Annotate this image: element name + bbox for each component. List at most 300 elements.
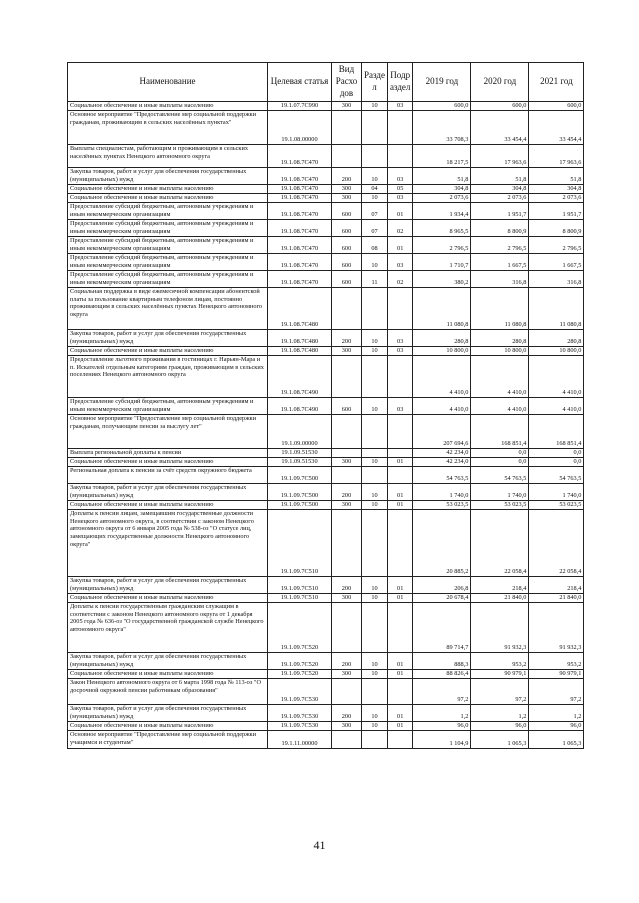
row-target-article: 19.1.09.00000 <box>268 415 332 449</box>
row-amount-2019: 600,0 <box>413 102 471 111</box>
row-subsection <box>387 288 412 330</box>
row-name: Социальная поддержка в виде ежемесячной компенсации абонентской платы за пользование квартирным телефоном лицам, постоянно проживающим в сельских населённых пунктах Ненецкого автономного округа <box>68 288 268 330</box>
row-name: Предоставление субсидий бюджетным, автономным учреждениям и иным некоммерческим организациям <box>68 203 268 220</box>
row-subsection <box>387 603 412 653</box>
row-name: Основное мероприятие "Предоставление мер социальной поддержки гражданам, получающим пенсии за выслугу лет" <box>68 415 268 449</box>
row-subsection: 01 <box>387 237 412 254</box>
table-row <box>68 603 584 653</box>
row-subsection: 03 <box>387 347 412 356</box>
table-row <box>68 670 584 679</box>
row-expense-type: 300 <box>332 594 362 603</box>
row-subsection <box>387 679 412 705</box>
row-target-article: 19.1.07.7С990 <box>268 102 332 111</box>
table-row <box>68 449 584 458</box>
row-section: 11 <box>362 271 388 288</box>
table-row <box>68 168 584 185</box>
row-target-article: 19.1.08.7С480 <box>268 330 332 347</box>
row-expense-type: 600 <box>332 398 362 415</box>
row-expense-type <box>332 510 362 577</box>
table-row <box>68 705 584 722</box>
row-target-article: 19.1.09.7С530 <box>268 705 332 722</box>
row-section <box>362 415 388 449</box>
row-subsection: 01 <box>387 577 412 594</box>
row-expense-type: 600 <box>332 254 362 271</box>
header-year-2019: 2019 год <box>413 63 471 102</box>
row-section <box>362 288 388 330</box>
row-amount-2021: 0,0 <box>529 458 584 467</box>
row-amount-2019: 4 410,0 <box>413 356 471 398</box>
row-amount-2019: 8 965,5 <box>413 220 471 237</box>
row-amount-2019: 380,2 <box>413 271 471 288</box>
row-amount-2021: 4 410,0 <box>529 398 584 415</box>
table-header-row <box>68 63 584 102</box>
row-expense-type: 300 <box>332 458 362 467</box>
row-subsection <box>387 449 412 458</box>
header-subsection: Подр аздел <box>387 63 412 102</box>
row-target-article: 19.1.08.7С470 <box>268 168 332 185</box>
row-subsection: 03 <box>387 398 412 415</box>
row-expense-type: 600 <box>332 237 362 254</box>
row-amount-2021: 1,2 <box>529 705 584 722</box>
row-amount-2021: 4 410,0 <box>529 356 584 398</box>
row-amount-2021: 51,8 <box>529 168 584 185</box>
row-target-article: 19.1.08.7С490 <box>268 356 332 398</box>
row-expense-type <box>332 288 362 330</box>
row-amount-2020: 97,2 <box>471 679 529 705</box>
row-expense-type <box>332 145 362 168</box>
row-target-article: 19.1.09.7С520 <box>268 653 332 670</box>
row-expense-type <box>332 111 362 145</box>
row-subsection: 03 <box>387 194 412 203</box>
table-row <box>68 254 584 271</box>
row-target-article: 19.1.09.7С510 <box>268 594 332 603</box>
row-amount-2019: 1 104,9 <box>413 731 471 749</box>
row-section: 10 <box>362 653 388 670</box>
row-amount-2021: 53 023,5 <box>529 501 584 510</box>
row-name: Региональная доплата к пенсии за счёт средств окружного бюджета <box>68 467 268 484</box>
header-year-2020: 2020 год <box>471 63 529 102</box>
row-expense-type: 600 <box>332 271 362 288</box>
row-amount-2021: 10 800,0 <box>529 347 584 356</box>
row-section: 10 <box>362 484 388 501</box>
row-section: 10 <box>362 194 388 203</box>
row-expense-type: 200 <box>332 330 362 347</box>
row-section: 10 <box>362 102 388 111</box>
row-amount-2021: 2 073,6 <box>529 194 584 203</box>
row-amount-2019: 1 710,7 <box>413 254 471 271</box>
row-name: Закупка товаров, работ и услуг для обеспечения государственных (муниципальных) нужд <box>68 705 268 722</box>
row-amount-2021: 304,8 <box>529 185 584 194</box>
row-name: Предоставление субсидий бюджетным, автономным учреждениям и иным некоммерческим организациям <box>68 271 268 288</box>
row-target-article: 19.1.08.7С480 <box>268 347 332 356</box>
row-subsection <box>387 145 412 168</box>
row-amount-2020: 0,0 <box>471 458 529 467</box>
row-name: Предоставление субсидий бюджетным, автономным учреждениям и иным некоммерческим организациям <box>68 237 268 254</box>
row-subsection <box>387 111 412 145</box>
row-name: Социальное обеспечение и иные выплаты населению <box>68 347 268 356</box>
row-amount-2019: 4 410,0 <box>413 398 471 415</box>
table-row <box>68 398 584 415</box>
row-expense-type: 300 <box>332 102 362 111</box>
row-target-article: 19.1.09.7С530 <box>268 722 332 731</box>
row-expense-type: 300 <box>332 722 362 731</box>
row-section: 10 <box>362 398 388 415</box>
row-name: Социальное обеспечение и иные выплаты населению <box>68 194 268 203</box>
row-expense-type <box>332 731 362 749</box>
row-amount-2021: 316,8 <box>529 271 584 288</box>
row-amount-2019: 888,3 <box>413 653 471 670</box>
row-subsection: 01 <box>387 501 412 510</box>
row-amount-2021: 90 979,1 <box>529 670 584 679</box>
row-amount-2019: 2 073,6 <box>413 194 471 203</box>
row-subsection: 03 <box>387 102 412 111</box>
row-target-article: 19.1.11.00000 <box>268 731 332 749</box>
row-amount-2019: 20 678,4 <box>413 594 471 603</box>
row-name: Выплаты специалистам, работающим и проживающим в сельских населённых пунктах Ненецкого автономного округа <box>68 145 268 168</box>
row-amount-2020: 90 979,1 <box>471 670 529 679</box>
row-expense-type: 200 <box>332 168 362 185</box>
row-subsection: 01 <box>387 653 412 670</box>
row-subsection: 01 <box>387 722 412 731</box>
row-amount-2021: 8 800,9 <box>529 220 584 237</box>
row-section <box>362 467 388 484</box>
row-name: Основное мероприятие "Предоставление мер социальной поддержки учащимся и студентам" <box>68 731 268 749</box>
page-number: 41 <box>313 838 326 852</box>
row-expense-type: 200 <box>332 577 362 594</box>
row-expense-type: 200 <box>332 653 362 670</box>
row-section: 10 <box>362 168 388 185</box>
row-amount-2021: 1 065,3 <box>529 731 584 749</box>
row-expense-type: 600 <box>332 220 362 237</box>
row-amount-2020: 600,0 <box>471 102 529 111</box>
row-subsection <box>387 356 412 398</box>
row-name: Закупка товаров, работ и услуг для обеспечения государственных (муниципальных) нужд <box>68 168 268 185</box>
table-row <box>68 510 584 577</box>
row-target-article: 19.1.08.7С470 <box>268 237 332 254</box>
table-row <box>68 194 584 203</box>
table-row <box>68 594 584 603</box>
row-name: Закупка товаров, работ и услуг для обеспечения государственных (муниципальных) нужд <box>68 653 268 670</box>
row-amount-2021: 54 763,5 <box>529 467 584 484</box>
row-amount-2021: 17 963,6 <box>529 145 584 168</box>
table-row <box>68 185 584 194</box>
row-name: Закон Ненецкого автономного округа от 6 марта 1998 года № 113-оз "О досрочной окружной пенсии работникам образования" <box>68 679 268 705</box>
row-section: 10 <box>362 254 388 271</box>
row-amount-2020: 168 851,4 <box>471 415 529 449</box>
row-subsection: 03 <box>387 168 412 185</box>
row-expense-type: 300 <box>332 501 362 510</box>
row-amount-2020: 53 023,5 <box>471 501 529 510</box>
row-name: Социальное обеспечение и иные выплаты населению <box>68 458 268 467</box>
row-amount-2020: 17 963,6 <box>471 145 529 168</box>
row-amount-2021: 91 932,3 <box>529 603 584 653</box>
row-amount-2020: 96,0 <box>471 722 529 731</box>
row-name: Закупка товаров, работ и услуг для обеспечения государственных (муниципальных) нужд <box>68 484 268 501</box>
budget-table <box>67 62 584 749</box>
row-subsection <box>387 731 412 749</box>
row-amount-2019: 54 763,5 <box>413 467 471 484</box>
row-section: 08 <box>362 237 388 254</box>
row-amount-2019: 304,8 <box>413 185 471 194</box>
row-target-article: 19.1.09.51530 <box>268 458 332 467</box>
row-expense-type <box>332 449 362 458</box>
row-amount-2019: 18 217,5 <box>413 145 471 168</box>
row-amount-2020: 2 796,5 <box>471 237 529 254</box>
row-amount-2020: 1 740,0 <box>471 484 529 501</box>
row-section <box>362 510 388 577</box>
row-amount-2020: 10 800,0 <box>471 347 529 356</box>
row-section: 10 <box>362 670 388 679</box>
table-row <box>68 501 584 510</box>
row-amount-2020: 51,8 <box>471 168 529 185</box>
row-amount-2019: 96,0 <box>413 722 471 731</box>
row-amount-2019: 1 740,0 <box>413 484 471 501</box>
row-section <box>362 356 388 398</box>
row-target-article: 19.1.09.7С510 <box>268 510 332 577</box>
row-amount-2020: 11 080,8 <box>471 288 529 330</box>
row-name: Предоставление субсидий бюджетным, автономным учреждениям и иным некоммерческим организациям <box>68 398 268 415</box>
row-amount-2019: 42 234,0 <box>413 458 471 467</box>
table-row <box>68 356 584 398</box>
table-row <box>68 679 584 705</box>
row-section: 10 <box>362 594 388 603</box>
row-amount-2020: 4 410,0 <box>471 398 529 415</box>
row-expense-type <box>332 356 362 398</box>
row-name: Социальное обеспечение и иные выплаты населению <box>68 501 268 510</box>
row-target-article: 19.1.08.7С470 <box>268 194 332 203</box>
row-amount-2019: 88 826,4 <box>413 670 471 679</box>
row-amount-2020: 91 932,3 <box>471 603 529 653</box>
row-section: 10 <box>362 347 388 356</box>
row-expense-type: 200 <box>332 484 362 501</box>
row-amount-2021: 22 058,4 <box>529 510 584 577</box>
row-amount-2019: 97,2 <box>413 679 471 705</box>
table-row <box>68 288 584 330</box>
row-amount-2020: 1 667,5 <box>471 254 529 271</box>
row-target-article: 19.1.09.51530 <box>268 449 332 458</box>
row-amount-2019: 1,2 <box>413 705 471 722</box>
row-name: Социальное обеспечение и иные выплаты населению <box>68 670 268 679</box>
row-target-article: 19.1.09.7С520 <box>268 603 332 653</box>
row-amount-2020: 21 840,0 <box>471 594 529 603</box>
row-expense-type: 600 <box>332 203 362 220</box>
row-section: 10 <box>362 705 388 722</box>
table-row <box>68 102 584 111</box>
row-subsection: 01 <box>387 203 412 220</box>
row-amount-2021: 1 951,7 <box>529 203 584 220</box>
row-amount-2020: 54 763,5 <box>471 467 529 484</box>
row-subsection: 05 <box>387 185 412 194</box>
row-amount-2019: 280,8 <box>413 330 471 347</box>
row-amount-2020: 953,2 <box>471 653 529 670</box>
row-name: Основное мероприятие "Предоставление мер социальной поддержки гражданам, проживающим в сельских населённых пунктах" <box>68 111 268 145</box>
row-amount-2020: 1,2 <box>471 705 529 722</box>
row-amount-2020: 0,0 <box>471 449 529 458</box>
row-amount-2021: 1 667,5 <box>529 254 584 271</box>
row-amount-2020: 8 800,9 <box>471 220 529 237</box>
row-name: Социальное обеспечение и иные выплаты населению <box>68 185 268 194</box>
row-expense-type: 300 <box>332 185 362 194</box>
row-amount-2020: 33 454,4 <box>471 111 529 145</box>
row-expense-type <box>332 415 362 449</box>
row-section <box>362 679 388 705</box>
row-target-article: 19.1.08.7С480 <box>268 288 332 330</box>
table-row <box>68 111 584 145</box>
row-expense-type <box>332 467 362 484</box>
table-row <box>68 330 584 347</box>
row-section <box>362 731 388 749</box>
header-target-article: Целевая статья <box>268 63 332 102</box>
row-amount-2019: 51,8 <box>413 168 471 185</box>
header-year-2021: 2021 год <box>529 63 584 102</box>
row-target-article: 19.1.08.7С470 <box>268 271 332 288</box>
row-name: Социальное обеспечение и иные выплаты населению <box>68 594 268 603</box>
budget-table-page <box>67 62 584 749</box>
row-name: Предоставление льготного проживания в гостиницах г. Нарьян-Мара и п. Искателей отдельным категориям граждан, проживающим в сельских поселениях Ненецкого автономного округа <box>68 356 268 398</box>
row-section <box>362 603 388 653</box>
row-amount-2021: 953,2 <box>529 653 584 670</box>
row-subsection: 02 <box>387 271 412 288</box>
row-expense-type: 300 <box>332 194 362 203</box>
row-amount-2020: 22 058,4 <box>471 510 529 577</box>
table-row <box>68 484 584 501</box>
row-subsection <box>387 510 412 577</box>
row-amount-2021: 0,0 <box>529 449 584 458</box>
row-target-article: 19.1.09.7С520 <box>268 670 332 679</box>
row-section: 07 <box>362 203 388 220</box>
table-body <box>68 102 584 749</box>
table-row <box>68 458 584 467</box>
table-row <box>68 237 584 254</box>
row-amount-2020: 2 073,6 <box>471 194 529 203</box>
row-subsection: 03 <box>387 254 412 271</box>
row-section: 07 <box>362 220 388 237</box>
row-target-article: 19.1.08.7С470 <box>268 220 332 237</box>
header-name: Наименование <box>68 63 268 102</box>
table-row <box>68 220 584 237</box>
table-row <box>68 415 584 449</box>
row-subsection: 01 <box>387 484 412 501</box>
row-amount-2019: 206,8 <box>413 577 471 594</box>
row-amount-2020: 1 065,3 <box>471 731 529 749</box>
row-target-article: 19.1.08.7С490 <box>268 398 332 415</box>
row-subsection: 02 <box>387 220 412 237</box>
row-amount-2019: 1 934,4 <box>413 203 471 220</box>
row-expense-type: 300 <box>332 347 362 356</box>
row-amount-2021: 96,0 <box>529 722 584 731</box>
row-section: 10 <box>362 330 388 347</box>
row-amount-2019: 33 708,3 <box>413 111 471 145</box>
row-name: Закупка товаров, работ и услуг для обеспечения государственных (муниципальных) нужд <box>68 577 268 594</box>
row-subsection <box>387 415 412 449</box>
row-name: Доплаты к пенсии лицам, замещавшим государственные должности Ненецкого автономного округа, в соответствии с законом Ненецкого автономного округа от 6 января 2005 года № 538-оз "О статусе лиц, замещающих государственные должности Ненецкого автономного округа" <box>68 510 268 577</box>
row-amount-2019: 42 234,0 <box>413 449 471 458</box>
row-target-article: 19.1.09.7С500 <box>268 501 332 510</box>
row-amount-2020: 280,8 <box>471 330 529 347</box>
row-section: 10 <box>362 458 388 467</box>
row-name: Выплата региональной доплаты к пенсии <box>68 449 268 458</box>
row-expense-type <box>332 603 362 653</box>
row-target-article: 19.1.09.7С530 <box>268 679 332 705</box>
row-section: 04 <box>362 185 388 194</box>
row-name: Предоставление субсидий бюджетным, автономным учреждениям и иным некоммерческим организациям <box>68 254 268 271</box>
row-subsection: 01 <box>387 594 412 603</box>
row-expense-type: 200 <box>332 705 362 722</box>
row-name: Доплаты к пенсии государственным гражданским служащим в соответствии с законом Ненецкого автономного округа от 1 декабря 2005 года № 636-оз "О государственной гражданской службе Ненецкого автономного округа" <box>68 603 268 653</box>
row-amount-2021: 218,4 <box>529 577 584 594</box>
row-subsection <box>387 467 412 484</box>
row-name: Социальное обеспечение и иные выплаты населению <box>68 722 268 731</box>
row-amount-2019: 207 694,6 <box>413 415 471 449</box>
table-row <box>68 731 584 749</box>
row-name: Социальное обеспечение и иные выплаты населению <box>68 102 268 111</box>
row-target-article: 19.1.08.00000 <box>268 111 332 145</box>
table-row <box>68 347 584 356</box>
row-subsection: 01 <box>387 705 412 722</box>
row-amount-2019: 10 800,0 <box>413 347 471 356</box>
row-expense-type <box>332 679 362 705</box>
row-section <box>362 111 388 145</box>
row-amount-2020: 218,4 <box>471 577 529 594</box>
row-amount-2021: 280,8 <box>529 330 584 347</box>
row-section <box>362 145 388 168</box>
row-subsection: 03 <box>387 330 412 347</box>
row-target-article: 19.1.09.7С500 <box>268 467 332 484</box>
row-amount-2021: 21 840,0 <box>529 594 584 603</box>
row-expense-type: 300 <box>332 670 362 679</box>
table-row <box>68 577 584 594</box>
table-row <box>68 203 584 220</box>
table-row <box>68 145 584 168</box>
row-amount-2021: 11 080,8 <box>529 288 584 330</box>
header-expense-type: Вид Расхо дов <box>332 63 362 102</box>
table-row <box>68 467 584 484</box>
row-section: 10 <box>362 501 388 510</box>
row-target-article: 19.1.08.7С470 <box>268 185 332 194</box>
table-row <box>68 653 584 670</box>
table-row <box>68 722 584 731</box>
row-name: Предоставление субсидий бюджетным, автономным учреждениям и иным некоммерческим организациям <box>68 220 268 237</box>
row-amount-2019: 53 023,5 <box>413 501 471 510</box>
row-amount-2020: 304,8 <box>471 185 529 194</box>
row-target-article: 19.1.09.7С510 <box>268 577 332 594</box>
row-amount-2021: 33 454,4 <box>529 111 584 145</box>
table-row <box>68 271 584 288</box>
row-amount-2019: 11 080,8 <box>413 288 471 330</box>
row-target-article: 19.1.08.7С470 <box>268 145 332 168</box>
row-section: 10 <box>362 577 388 594</box>
row-amount-2020: 4 410,0 <box>471 356 529 398</box>
row-amount-2021: 97,2 <box>529 679 584 705</box>
row-amount-2019: 2 796,5 <box>413 237 471 254</box>
row-amount-2020: 1 951,7 <box>471 203 529 220</box>
row-amount-2021: 168 851,4 <box>529 415 584 449</box>
row-amount-2020: 316,8 <box>471 271 529 288</box>
row-amount-2019: 89 714,7 <box>413 603 471 653</box>
row-subsection: 01 <box>387 670 412 679</box>
row-name: Закупка товаров, работ и услуг для обеспечения государственных (муниципальных) нужд <box>68 330 268 347</box>
row-amount-2021: 2 796,5 <box>529 237 584 254</box>
row-amount-2021: 1 740,0 <box>529 484 584 501</box>
row-target-article: 19.1.08.7С470 <box>268 254 332 271</box>
row-section <box>362 449 388 458</box>
row-section: 10 <box>362 722 388 731</box>
row-target-article: 19.1.08.7С470 <box>268 203 332 220</box>
row-amount-2021: 600,0 <box>529 102 584 111</box>
row-subsection: 01 <box>387 458 412 467</box>
row-amount-2019: 20 885,2 <box>413 510 471 577</box>
row-target-article: 19.1.09.7С500 <box>268 484 332 501</box>
